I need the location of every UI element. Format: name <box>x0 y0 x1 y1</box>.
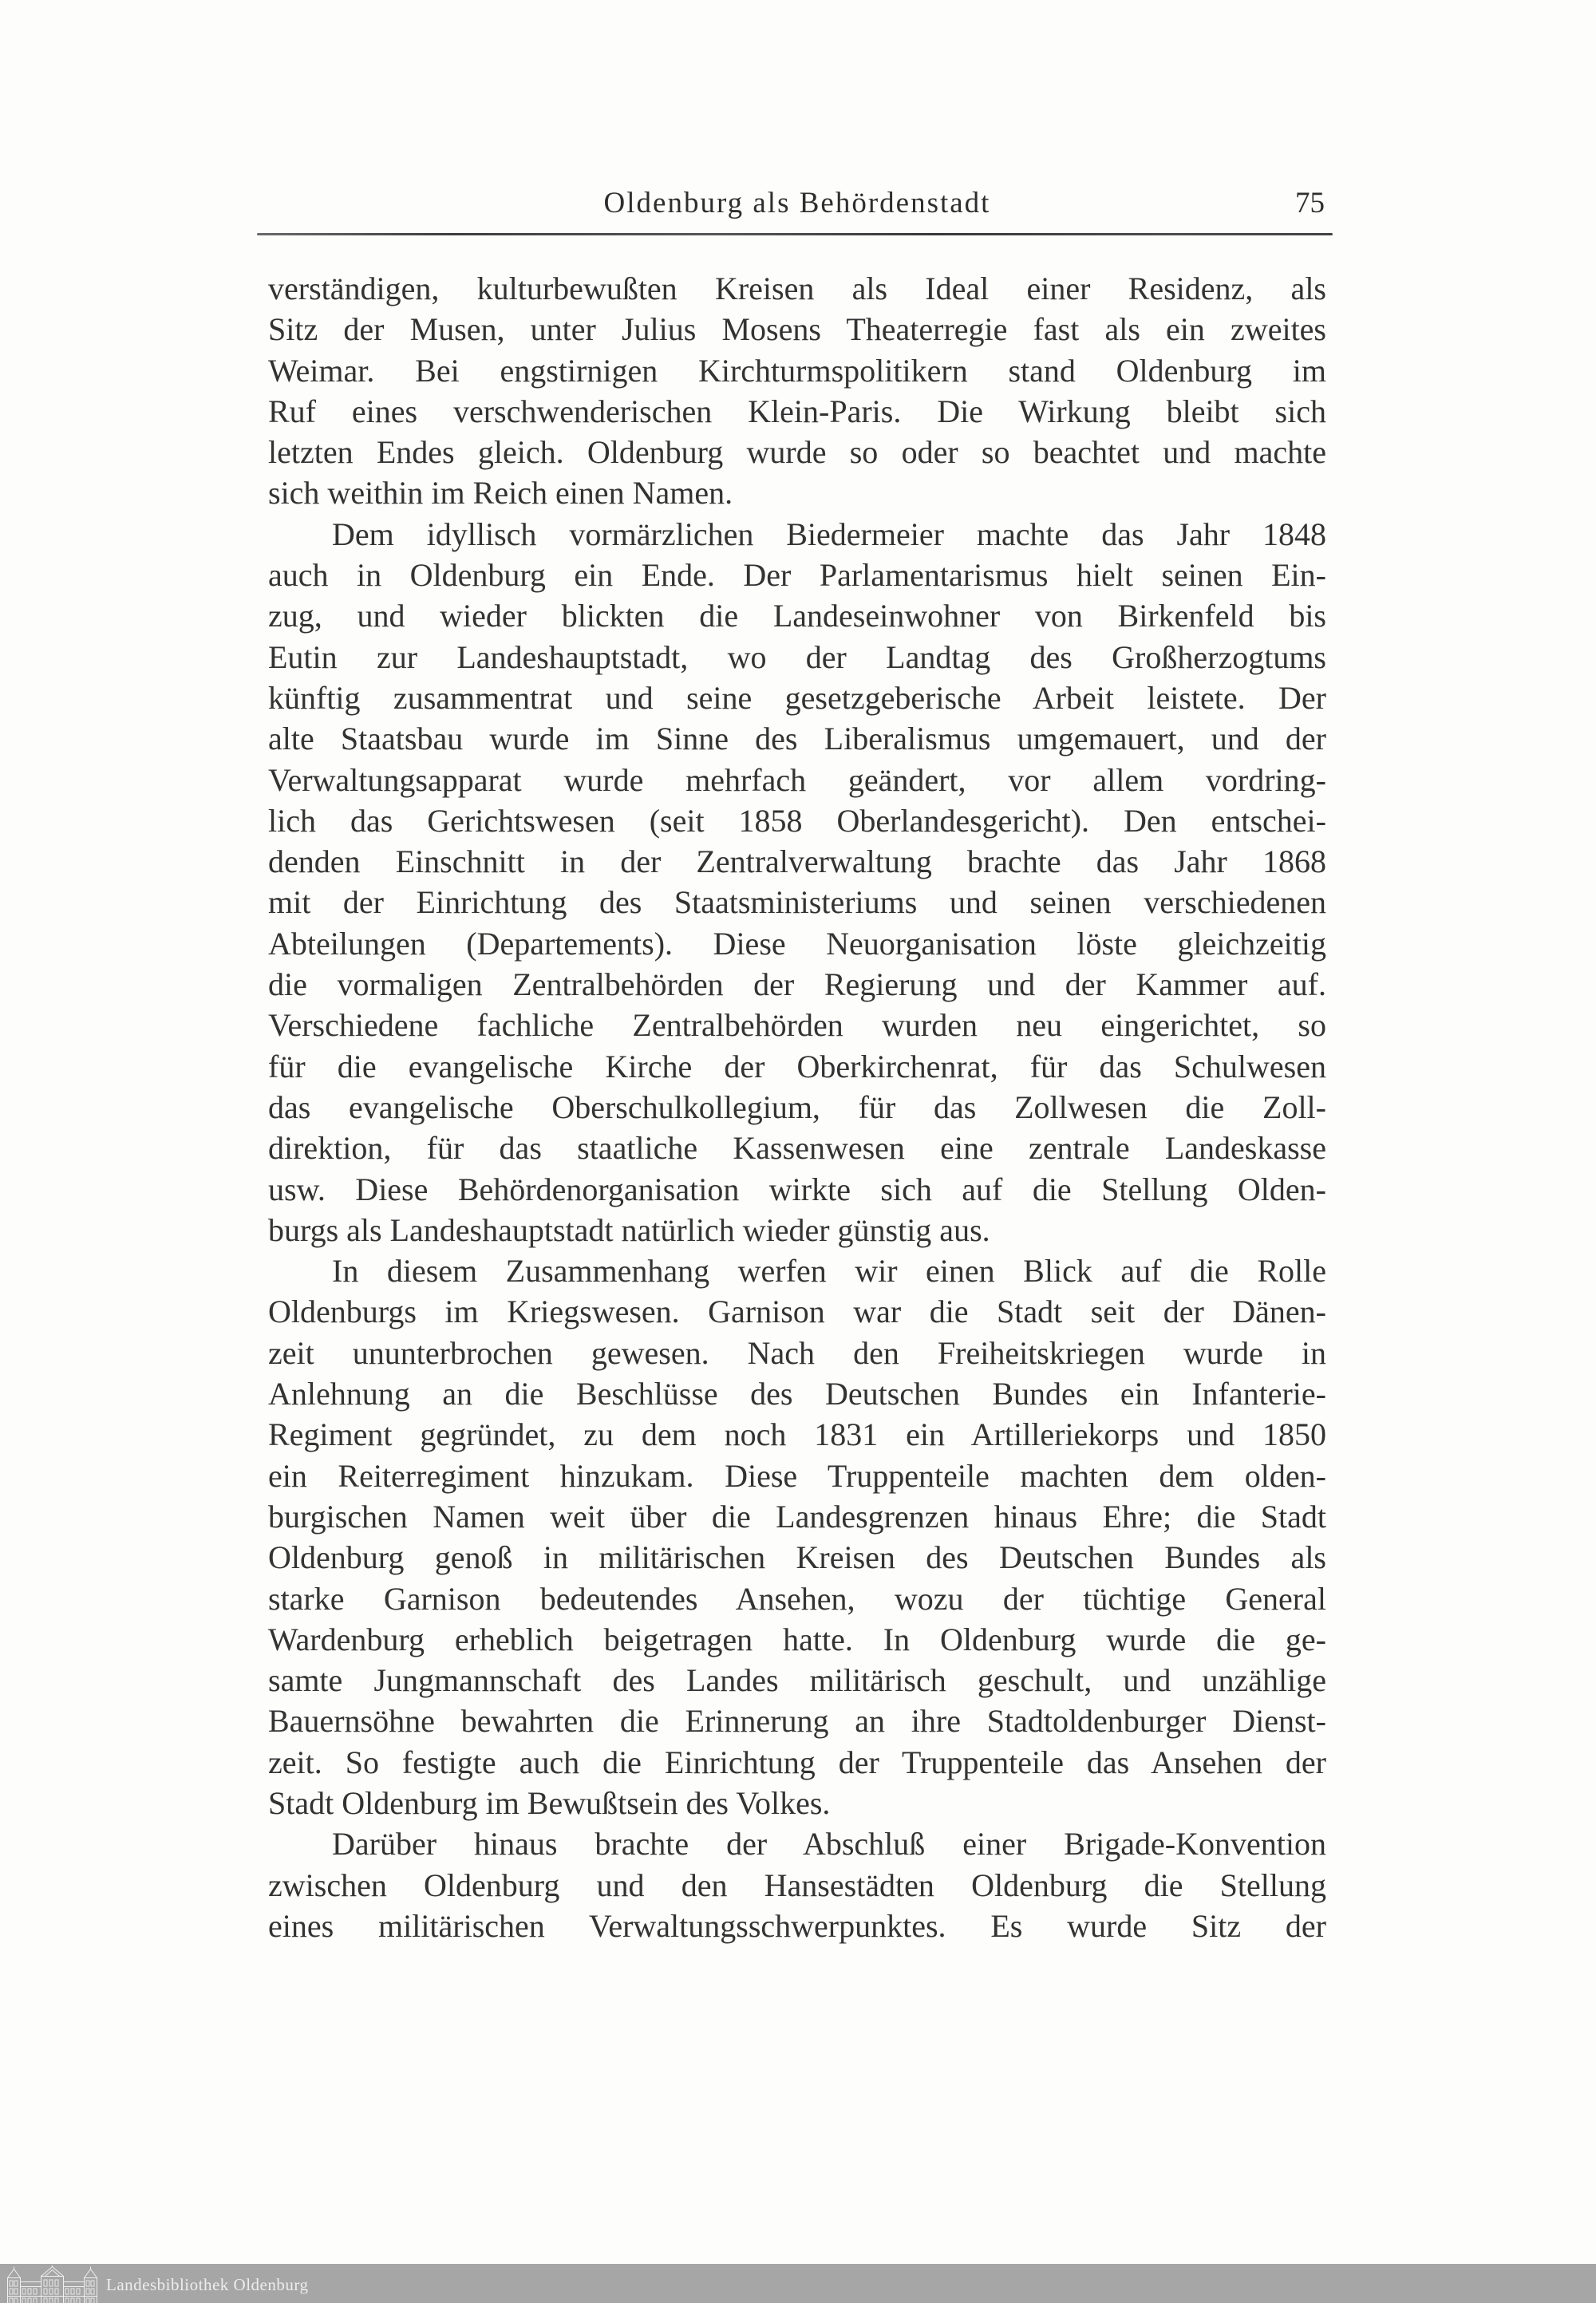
text-line: lich das Gerichtswesen (seit 1858 Oberlandesgericht). Den entschei- <box>268 802 1326 839</box>
text-line: eines militärischen Verwaltungsschwerpunktes. Es wurde Sitz der <box>268 1907 1326 1944</box>
text-line: mit der Einrichtung des Staatsministeriums und seinen verschiedenen <box>268 884 1326 921</box>
text-line: Verschiedene fachliche Zentralbehörden wurden neu eingerichtet, so <box>268 1007 1326 1044</box>
text-line: Dem idyllisch vormärzlichen Biedermeier machte das Jahr 1848 <box>332 516 1326 552</box>
text-line: künftig zusammentrat und seine gesetzgeberische Arbeit leistete. Der <box>268 679 1326 716</box>
footer-watermark-bar <box>0 2264 1596 2303</box>
page-header-title: Oldenburg als Behördenstadt <box>603 187 991 219</box>
text-line: Oldenburg genoß in militärischen Kreisen des Deutschen Bundes als <box>268 1539 1326 1576</box>
text-line: Weimar. Bei engstirnigen Kirchturmspolitikern stand Oldenburg im <box>268 352 1326 389</box>
text-line: sich weithin im Reich einen Namen. <box>268 475 733 512</box>
footer-watermark-label: Landesbibliothek Oldenburg <box>106 2275 309 2294</box>
text-line: Ruf eines verschwenderischen Klein-Paris. Die Wirkung bleibt sich <box>268 393 1326 429</box>
text-line: Eutin zur Landeshauptstadt, wo der Landtag des Großherzogtums <box>268 638 1326 675</box>
text-line: die vormaligen Zentralbehörden der Regierung und der Kammer auf. <box>268 966 1326 1003</box>
text-line: ein Reiterregiment hinzukam. Diese Truppenteile machten dem olden- <box>268 1457 1326 1494</box>
paragraph <box>268 514 1326 1250</box>
text-line: samte Jungmannschaft des Landes militärisch geschult, und unzählige <box>268 1662 1326 1699</box>
text-line: Bauernsöhne bewahrten die Erinnerung an ihre Stadtoldenburger Dienst- <box>268 1703 1326 1740</box>
header-rule <box>257 233 1333 235</box>
text-line: direktion, für das staatliche Kassenwesen eine zentrale Landeskasse <box>268 1130 1326 1167</box>
page-number: 75 <box>1295 187 1325 219</box>
text-line: Oldenburgs im Kriegswesen. Garnison war die Stadt seit der Dänen- <box>268 1294 1326 1330</box>
text-line: zug, und wieder blickten die Landeseinwohner von Birkenfeld bis <box>268 598 1326 634</box>
running-head <box>268 186 1326 221</box>
text-line: verständigen, kulturbewußten Kreisen als Ideal einer Residenz, als <box>268 271 1326 306</box>
text-line: letzten Endes gleich. Oldenburg wurde so oder so beachtet und machte <box>268 434 1326 471</box>
text-line: Darüber hinaus brachte der Abschluß einer Brigade-Konvention <box>332 1826 1326 1863</box>
text-line: burgs als Landeshauptstadt natürlich wieder günstig aus. <box>268 1211 990 1248</box>
text-line: zeit ununterbrochen gewesen. Nach den Freiheitskriegen wurde in <box>268 1334 1326 1371</box>
text-line: Wardenburg erheblich beigetragen hatte. In Oldenburg wurde die ge- <box>268 1621 1326 1657</box>
text-block <box>268 268 1326 1946</box>
text-line: Abteilungen (Departements). Diese Neuorganisation löste gleichzeitig <box>268 925 1326 962</box>
text-line: zwischen Oldenburg und den Hansestädten Oldenburg die Stellung <box>268 1866 1326 1903</box>
text-line: zeit. So festigte auch die Einrichtung der Truppenteile das Ansehen der <box>268 1744 1326 1780</box>
text-line: alte Staatsbau wurde im Sinne des Liberalismus umgemauert, und der <box>268 721 1326 757</box>
text-line: Anlehnung an die Beschlüsse des Deutschen Bundes ein Infanterie- <box>268 1376 1326 1412</box>
text-line: für die evangelische Kirche der Oberkirchenrat, für das Schulwesen <box>268 1048 1326 1084</box>
paragraph <box>268 1250 1326 1823</box>
text-line: In diesem Zusammenhang werfen wir einen Blick auf die Rolle <box>332 1253 1326 1290</box>
text-line: denden Einschnitt in der Zentralverwaltung brachte das Jahr 1868 <box>268 843 1326 880</box>
text-line: usw. Diese Behördenorganisation wirkte sich auf die Stellung Olden- <box>268 1171 1326 1207</box>
paragraph <box>268 1823 1326 1946</box>
paragraph <box>268 268 1326 514</box>
text-line: auch in Oldenburg ein Ende. Der Parlamentarismus hielt seinen Ein- <box>268 557 1326 594</box>
text-line: Regiment gegründet, zu dem noch 1831 ein Artilleriekorps und 1850 <box>268 1416 1326 1453</box>
library-building-icon <box>5 2265 101 2303</box>
text-line: Sitz der Musen, unter Julius Mosens Theaterregie fast als ein zweites <box>268 311 1326 348</box>
text-line: das evangelische Oberschulkollegium, für das Zollwesen die Zoll- <box>268 1088 1326 1125</box>
text-line: Verwaltungsapparat wurde mehrfach geändert, vor allem vordring- <box>268 761 1326 798</box>
text-line: burgischen Namen weit über die Landesgrenzen hinaus Ehre; die Stadt <box>268 1498 1326 1535</box>
text-line: starke Garnison bedeutendes Ansehen, wozu der tüchtige General <box>268 1580 1326 1617</box>
text-line: Stadt Oldenburg im Bewußtsein des Volkes. <box>268 1784 831 1821</box>
